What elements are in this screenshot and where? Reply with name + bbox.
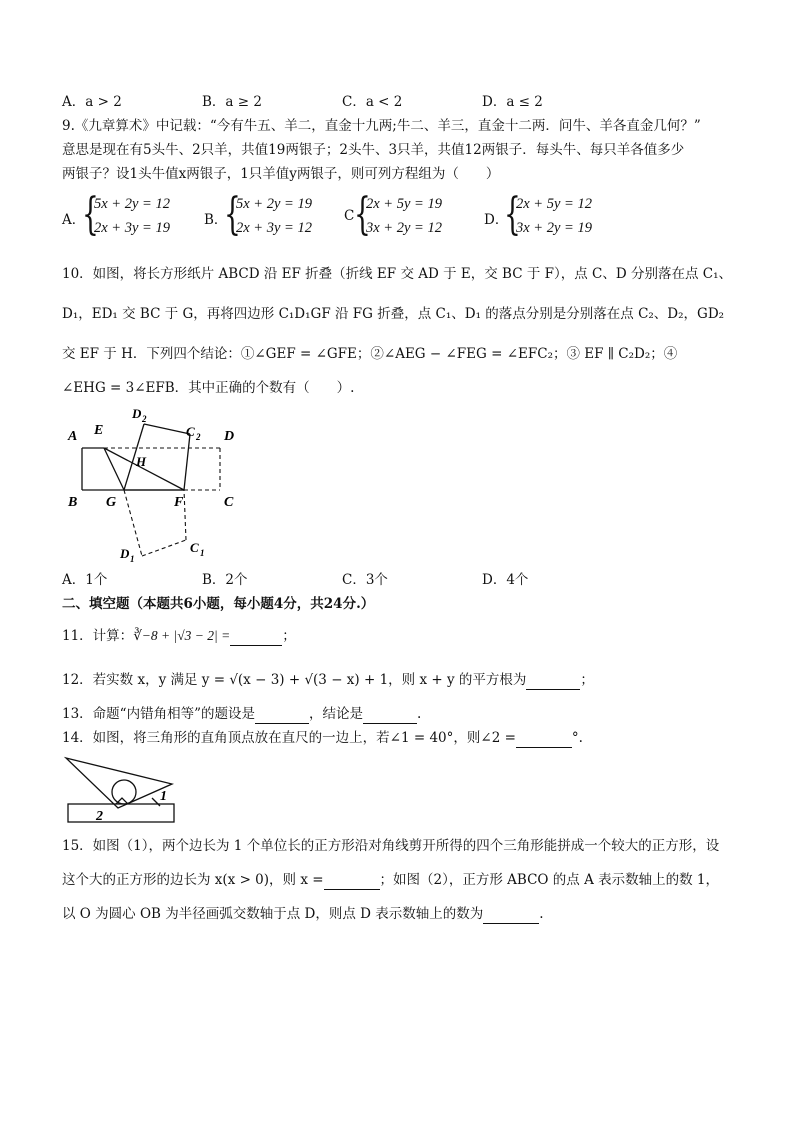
q15-line-3: 以 O 为圆心 OB 为半径画弧交数轴于点 D，则点 D 表示数轴上的数为 . xyxy=(62,906,544,922)
fig-label-e: E xyxy=(94,423,104,438)
q9-option-a-label: A． xyxy=(62,212,86,228)
fig-label-f: F xyxy=(174,495,184,510)
q10-option-a: A．1个 xyxy=(62,572,108,588)
q10-line-1: 10．如图，将长方形纸片 ABCD 沿 EF 折叠（折线 EF 交 AD 于 E，交 BC 于 F），点 C、D 分别落在点 C₁、 xyxy=(62,266,733,282)
q15-blank-2[interactable] xyxy=(483,909,539,924)
q10-line-2: D₁，ED₁ 交 BC 于 G，再将四边形 C₁D₁GF 沿 FG 折叠，点 C₁、D₁ 的落点分别是分别落在点 C₂、D₂，GD₂ xyxy=(62,306,725,322)
svg-text:2: 2 xyxy=(142,414,147,424)
svg-text:1: 1 xyxy=(130,554,135,564)
fig-label-b: B xyxy=(68,495,78,510)
q14-blank[interactable] xyxy=(516,733,572,748)
q14-angle-1-label: 1 xyxy=(160,789,167,804)
fig-label-d2: D xyxy=(132,406,142,421)
q10-line-4: ∠EHG = 3∠EFB．其中正确的个数有（ ）. xyxy=(62,380,355,396)
q15-blank-1[interactable] xyxy=(324,875,380,890)
q10-option-c: C．3个 xyxy=(342,572,388,588)
q10-option-b: B．2个 xyxy=(202,572,248,588)
fig-label-c2: C xyxy=(186,424,195,439)
q13-blank-conclusion[interactable] xyxy=(363,709,417,724)
fig-label-a: A xyxy=(68,429,78,444)
q12-blank[interactable] xyxy=(526,675,580,690)
fig-label-d: D xyxy=(224,429,235,444)
q10-line-3: 交 EF 于 H．下列四个结论：①∠GEF = ∠GFE；②∠AEG − ∠FEG = ∠EFC₂；③ EF ∥ C₂D₂；④ xyxy=(62,346,678,362)
q9-line-3: 两银子？设1头牛值x两银子，1只羊值y两银子，则可列方程组为（ ） xyxy=(62,166,500,182)
q13-blank-premise[interactable] xyxy=(255,709,309,724)
q8-option-b: B．a ≥ 2 xyxy=(202,94,262,110)
q8-option-a: A．a > 2 xyxy=(62,94,122,110)
q15-line-1: 15．如图（1），两个边长为 1 个单位长的正方形沿对角线剪开所得的四个三角形能拼成一个较大的正方形，设 xyxy=(62,838,720,854)
fig-label-c1: C xyxy=(190,540,199,555)
q10-option-d: D．4个 xyxy=(482,572,529,588)
q8-option-d: D．a ≤ 2 xyxy=(482,94,543,110)
q9-option-b-label: B． xyxy=(204,212,228,228)
fig-label-h: H xyxy=(136,454,147,469)
svg-text:2: 2 xyxy=(196,432,201,442)
q13: 13．命题“内错角相等”的题设是 ，结论是 . xyxy=(62,706,422,722)
q11-blank[interactable] xyxy=(230,631,282,646)
q14-angle-2-label: 2 xyxy=(96,809,103,824)
q12: 12．若实数 x，y 满足 y = √(x − 3) + √(3 − x) + 1，则 x + y 的平方根为 ； xyxy=(62,672,594,688)
q9-line-1: 9.《九章算术》中记载：“今有牛五、羊二，直金十九两;牛二、羊三，直金十二两．问牛、羊各直金几何？” xyxy=(62,118,701,134)
q10-fold-figure xyxy=(60,404,250,564)
section-2-title: 二、填空题（本题共6小题，每小题4分，共24分.） xyxy=(62,596,375,612)
fig-label-g: G xyxy=(106,495,117,510)
q14: 14．如图，将三角形的直角顶点放在直尺的一边上，若∠1 = 40°，则∠2 = °. xyxy=(62,730,583,746)
q9-option-d-label: D． xyxy=(484,212,509,228)
fig-label-c: C xyxy=(224,495,234,510)
fig-label-d1: D xyxy=(120,546,130,561)
q11: 11．计算：∛−8 + |√3 − 2| = ； xyxy=(62,628,296,644)
q9-line-2: 意思是现在有5头牛、2只羊，共值19两银子；2头牛、3只羊，共值12两银子．每头牛、每只羊各值多少 xyxy=(62,142,685,158)
q9-option-c-label: C xyxy=(344,208,355,224)
svg-text:1: 1 xyxy=(200,548,205,558)
q14-ruler-triangle-figure xyxy=(62,754,182,824)
q15-line-2: 这个大的正方形的边长为 x(x > 0)，则 x = ；如图（2），正方形 ABCO 的点 A 表示数轴上的数 1， xyxy=(62,872,719,888)
q8-option-c: C．a < 2 xyxy=(342,94,403,110)
